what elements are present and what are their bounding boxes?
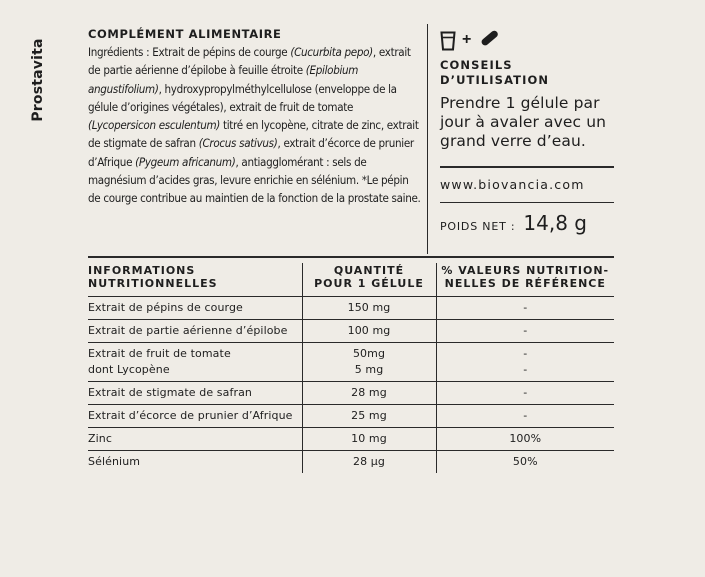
table-row bbox=[88, 451, 614, 474]
nutrient-reference-value: - bbox=[436, 297, 614, 320]
header-name: INFORMATIONS NUTRITIONNELLES bbox=[88, 263, 302, 297]
nutrition-header-row bbox=[88, 263, 614, 297]
nutrient-reference-value: - bbox=[436, 320, 614, 343]
table-row bbox=[88, 428, 614, 451]
nutrient-quantity: 28 µg bbox=[302, 451, 436, 474]
net-weight bbox=[440, 211, 614, 235]
brand-name-text: Prostavita bbox=[30, 38, 46, 122]
net-weight-value: 14,8 g bbox=[523, 211, 587, 235]
divider bbox=[440, 166, 614, 168]
table-row bbox=[88, 320, 614, 343]
website-text: www.biovancia.com bbox=[440, 176, 585, 192]
nutrient-quantity: 100 mg bbox=[302, 320, 436, 343]
usage-icons bbox=[440, 26, 614, 54]
capsule-icon bbox=[479, 30, 499, 51]
nutrient-name: Zinc bbox=[88, 428, 302, 451]
nutrient-reference-value: 100% bbox=[436, 428, 614, 451]
plus-sign: + bbox=[462, 31, 472, 48]
ingredients-panel bbox=[88, 24, 428, 254]
ingredient-text: , extrait d’écorce de prunier d’Afrique bbox=[88, 137, 414, 169]
nutrient-reference-value: - bbox=[436, 405, 614, 428]
nutrition-table bbox=[88, 263, 614, 473]
usage-title bbox=[440, 58, 614, 88]
brand-name bbox=[22, 30, 54, 130]
product-label bbox=[88, 24, 614, 496]
nutrient-name: Extrait de fruit de tomate dont Lycopène bbox=[88, 343, 302, 382]
ingredients-title: COMPLÉMENT ALIMENTAIRE bbox=[88, 27, 282, 41]
divider bbox=[440, 202, 614, 204]
header-reference-values: % VALEURS NUTRITION- NELLES DE RÉFÉRENCE bbox=[436, 263, 614, 297]
nutrient-name: Extrait de stigmate de safran bbox=[88, 382, 302, 405]
nutrient-name: Extrait de partie aérienne d’épilobe bbox=[88, 320, 302, 343]
net-weight-label: POIDS NET : bbox=[440, 220, 516, 233]
table-row bbox=[88, 297, 614, 320]
header-quantity: QUANTITÉ POUR 1 GÉLULE bbox=[302, 263, 436, 297]
ingredient-latin-name: (Lycopersicon esculentum) bbox=[88, 119, 221, 133]
glass-icon bbox=[440, 31, 454, 49]
divider bbox=[88, 256, 614, 258]
nutrient-quantity: 150 mg bbox=[302, 297, 436, 320]
ingredient-latin-name: (Crocus sativus) bbox=[198, 137, 278, 151]
table-row bbox=[88, 382, 614, 405]
nutrient-quantity: 28 mg bbox=[302, 382, 436, 405]
usage-title-line1: CONSEILS bbox=[440, 58, 513, 72]
table-row bbox=[88, 405, 614, 428]
nutrient-quantity: 50mg 5 mg bbox=[302, 343, 436, 382]
ingredient-latin-name: (Cucurbita pepo) bbox=[290, 46, 373, 59]
nutrient-quantity: 10 mg bbox=[302, 428, 436, 451]
ingredient-latin-name: (Pygeum africanum) bbox=[135, 155, 236, 169]
nutrient-reference-value: 50% bbox=[512, 455, 538, 468]
nutrient-name: Sélénium bbox=[88, 455, 141, 468]
nutrient-quantity: 25 mg bbox=[302, 405, 436, 428]
nutrient-reference-value: - - bbox=[436, 343, 614, 382]
ingredient-text: , antiagglomérant : sels de magnésium d’acides gras, levure enrichie en sélénium. *Le pépin de courge contribue au maintien de la fonction de la prostate saine. bbox=[88, 155, 421, 206]
ingredient-text: , hydroxypropylméthylcellulose (enveloppe de la gélule d’origines végétales), extrait de fruit de tomate bbox=[88, 82, 397, 114]
nutrient-name: Extrait d’écorce de prunier d’Afrique bbox=[88, 405, 302, 428]
usage-panel bbox=[440, 24, 614, 254]
usage-title-line2: D’UTILISATION bbox=[440, 73, 550, 87]
ingredient-latin-name: (Epilobium angustifolium) bbox=[88, 64, 359, 96]
ingredient-text: Ingrédients : Extrait de pépins de courge bbox=[88, 46, 291, 59]
ingredient-text: titré en lycopène, citrate de zinc, extrait de stigmate de safran bbox=[88, 119, 419, 151]
table-row bbox=[88, 343, 614, 382]
nutrient-reference-value: - bbox=[436, 382, 614, 405]
nutrient-name: Extrait de pépins de courge bbox=[88, 297, 302, 320]
usage-directions: Prendre 1 gélule par jour à avaler avec un grand verre d’eau. bbox=[440, 94, 607, 150]
ingredient-text: , extrait de partie aérienne d’épilobe à feuille étroite bbox=[88, 46, 411, 78]
ingredients-text bbox=[88, 44, 427, 209]
